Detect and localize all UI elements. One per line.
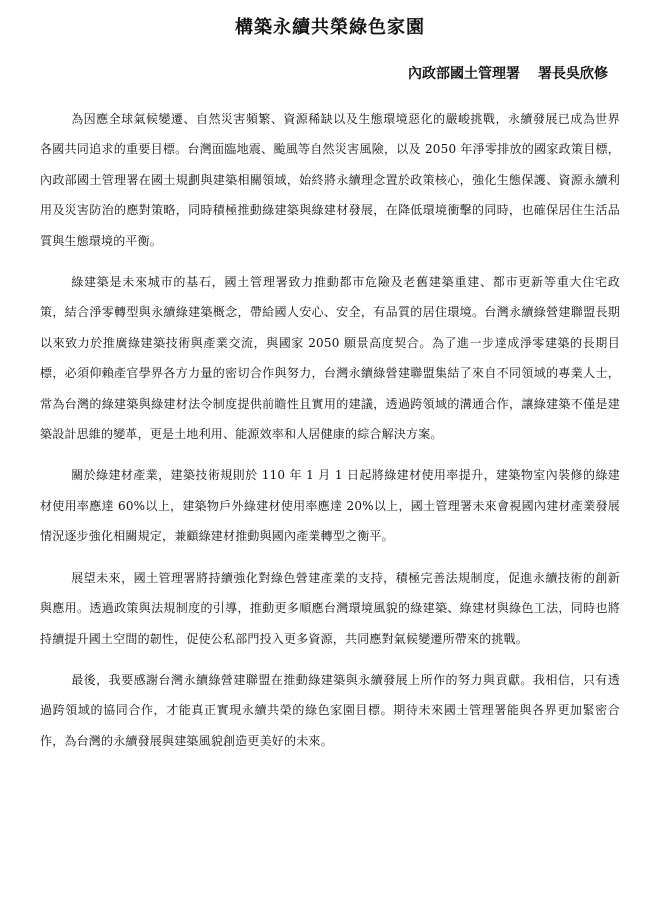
author-name: 署長吳欣修 <box>538 66 608 82</box>
paragraph-2: 綠建築是未來城市的基石，國土管理署致力推動都市危險及老舊建築重建、都市更新等重大住宅政策，結合淨零轉型與永續綠建築概念，帶給國人安心、安全，有品質的居住環境。台灣永續綠營建聯盟長期以來致力於推廣綠建築技術與產業交流，與國家 2050 願景高度契合。為了進一步達成淨零建築的長期目標，必須仰賴產官學界各方力量的密切合作與努力，台灣永續綠營建聯盟集結了來自不同領域的專業人士，常為台灣的綠建築與綠建材法令制度提供前瞻性且實用的建議，透過跨領域的溝通合作，讓綠建築不僅是建築設計思維的變革，更是土地利用、能源效率和人居健康的綜合解決方案。 <box>40 275 620 442</box>
document-body <box>40 104 620 756</box>
paragraph-4: 展望未來，國土管理署將持續強化對綠色營建產業的支持，積極完善法規制度，促進永續技術的創新與應用。透過政策與法規制度的引導，推動更多順應台灣環境風貌的綠建築、綠建材與綠色工法，同時也將持續提升國土空間的韌性，促使公私部門投入更多資源，共同應對氣候變遷所帶來的挑戰。 <box>40 570 620 646</box>
author-organization: 內政部國土管理署 <box>408 66 520 82</box>
author-line <box>40 64 608 84</box>
paragraph-1: 為因應全球氣候變遷、自然災害頻繁、資源稀缺以及生態環境惡化的嚴峻挑戰，永續發展已成為世界各國共同追求的重要目標。台灣面臨地震、颱風等自然災害風險，以及 2050 年淨零排放的國家政策目標，內政部國土管理署在國土規劃與建築相關領域，始終將永續理念置於政策核心，強化生態保護、資源永續利用及災害防治的應對策略，同時積極推動綠建築與綠建材發展，在降低環境衝擊的同時，也確保居住生活品質與生態環境的平衡。 <box>40 112 620 248</box>
paragraph-5: 最後，我要感謝台灣永續綠營建聯盟在推動綠建築與永續發展上所作的努力與貢獻。我相信，只有透過跨領域的協同合作，才能真正實現永續共榮的綠色家園目標。期待未來國土管理署能與各界更加緊密合作，為台灣的永續發展與建築風貌創造更美好的未來。 <box>40 672 620 748</box>
paragraph-3: 關於綠建材產業，建築技術規則於 110 年 1 月 1 日起將綠建材使用率提升，建築物室內裝修的綠建材使用率應達 60%以上，建築物戶外綠建材使用率應達 20%以上，國土管理署未來會視國內建材產業發展情況逐步強化相關規定，兼顧綠建材推動與國內產業轉型之衡平。 <box>40 468 620 544</box>
document-title: 構築永續共榮綠色家園 <box>235 17 425 38</box>
